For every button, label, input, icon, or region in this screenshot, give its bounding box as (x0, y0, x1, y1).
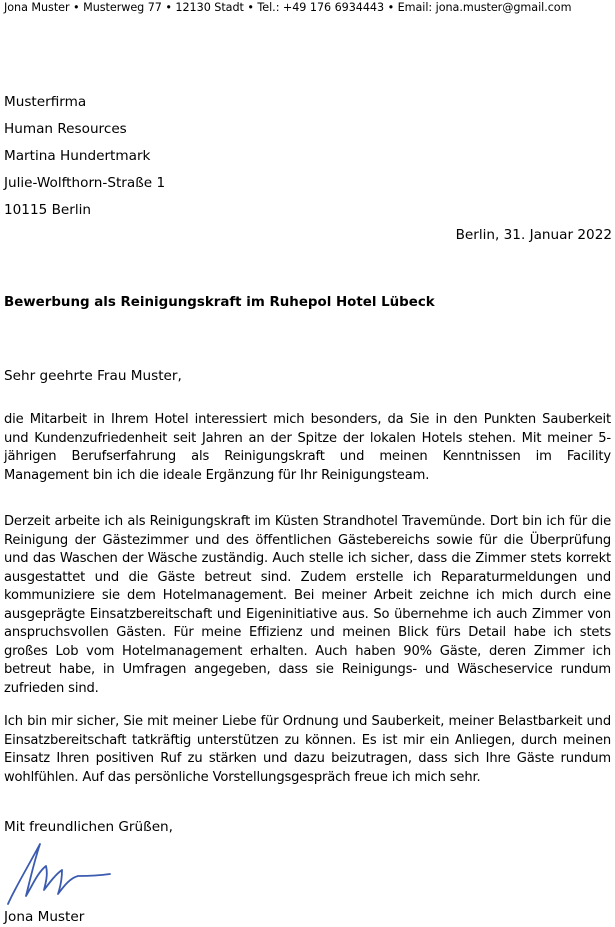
handwritten-signature (4, 840, 114, 908)
letter-subject: Bewerbung als Reinigungskraft im Ruhepol Hotel Lübeck (4, 295, 435, 310)
salutation: Sehr geehrte Frau Muster, (4, 368, 182, 384)
body-paragraph-1: die Mitarbeit in Ihrem Hotel interessiert mich besonders, da Sie in den Punkten Sauberkeit und Kundenzufriedenheit seit Jahren an der Spitze der lokalen Hotels stehen. Mit meiner 5-jährigen Berufserfahrung als Reinigungskraft und meinen Kenntnissen im Facility Management bin ich die ideale Ergänzung für Ihr Reinigungsteam. (4, 412, 611, 483)
signature-stroke (8, 844, 110, 904)
recipient-department: Human Resources (4, 121, 127, 137)
sender-address-line: Jona Muster • Musterweg 77 • 12130 Stadt • Tel.: +49 176 6934443 • Email: jona.muster@gmail.com (4, 1, 572, 14)
closing-phrase: Mit freundlichen Grüßen, (4, 819, 173, 835)
recipient-company: Musterfirma (4, 94, 87, 110)
body-paragraph-2: Derzeit arbeite ich als Reinigungskraft im Küsten Strandhotel Travemünde. Dort bin ich für die Reinigung der Gästezimmer und des öffentlichen Gästebereichs sowie für die Überprüfung und das Waschen der Wäsche zuständig. Auch stelle ich sicher, dass die Zimmer stets korrekt ausgestattet und die Gäste betreut sind. Zudem erstelle ich Reparaturmeldungen und kommuniziere sie dem Hotelmanagement. Bei meiner Arbeit zeichne ich mich durch eine ausgeprägte Einsatzbereitschaft und Eigeninitiative aus. So übernehme ich auch Zimmer von anspruchsvollen Gästen. Für meine Effizienz und meinen Blick fürs Detail habe ich stets großes Lob vom Hotelmanagement erhalten. Auch haben 90% Gäste, deren Zimmer ich betreut habe, in Umfragen angegeben, dass sie Reinigungs- und Wäscheservice rundum zufrieden sind. (4, 514, 611, 696)
signer-name: Jona Muster (4, 909, 85, 925)
body-paragraph-3: Ich bin mir sicher, Sie mit meiner Liebe für Ordnung und Sauberkeit, meiner Belastbarkeit und Einsatzbereitschaft tatkräftig unterstützen zu können. Es ist mir ein Anliegen, durch meinen Einsatz Ihren positiven Ruf zu stärken und dazu beizutragen, dass sich Ihre Gäste rundum wohlfühlen. Auf das persönliche Vorstellungsgespräch freue ich mich sehr. (4, 714, 611, 785)
recipient-name: Martina Hundertmark (4, 148, 151, 164)
recipient-street: Julie-Wolfthorn-Straße 1 (4, 175, 166, 191)
letter-date: Berlin, 31. Januar 2022 (455, 227, 612, 243)
recipient-city: 10115 Berlin (4, 202, 92, 218)
recipient-address-block (4, 89, 165, 224)
